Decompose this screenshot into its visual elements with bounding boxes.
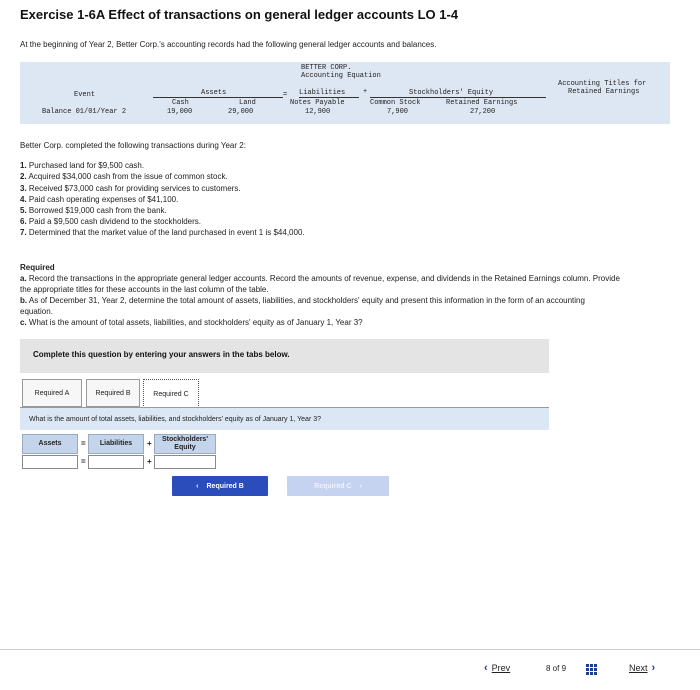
question-text: What is the amount of total assets, liabilities, and stockholders' equity as of January 1, Year 3? (20, 408, 549, 430)
plus-sign: + (147, 439, 152, 448)
transaction-item: 3. Received $73,000 cash for providing services to customers. (20, 183, 241, 193)
page-title: Exercise 1-6A Effect of transactions on general ledger accounts LO 1-4 (20, 7, 459, 22)
transaction-item: 2. Acquired $34,000 cash from the issue of common stock. (20, 172, 228, 182)
equals-sign: = (283, 91, 288, 99)
equals-sign-row: = (81, 457, 86, 466)
page-counter: 8 of 9 (546, 664, 567, 673)
equals-sign: = (81, 439, 86, 448)
table-subtitle: Accounting Equation (301, 72, 381, 80)
assets-header: Assets (201, 89, 227, 97)
transaction-list (20, 140, 305, 239)
tab-required-c[interactable]: Required C (143, 379, 199, 408)
grid-icon[interactable] (586, 664, 597, 675)
plus-sign-row: + (147, 457, 152, 466)
prev-link[interactable] (484, 662, 514, 674)
liabilities-header: Liabilities (299, 89, 346, 97)
next-link[interactable] (625, 662, 655, 674)
common-stock-balance: 7,900 (387, 108, 409, 116)
plus-sign: + (363, 88, 368, 96)
assets-input[interactable] (22, 455, 78, 469)
intro-text: At the beginning of Year 2, Better Corp.'s accounting records had the following general ledger accounts and balances. (20, 40, 437, 49)
tab-required-b[interactable]: Required B (86, 379, 140, 407)
liabilities-label: Liabilities (88, 434, 144, 454)
col-common-stock: Common Stock (370, 99, 421, 107)
chevron-right-icon: › (359, 482, 362, 490)
stockholders-equity-header: Stockholders' Equity (409, 89, 494, 97)
retained-earnings-balance: 27,200 (470, 108, 496, 116)
required-heading: Required (20, 263, 55, 272)
transaction-item: 5. Borrowed $19,000 cash from the bank. (20, 206, 167, 216)
chevron-left-icon: ‹ (196, 482, 199, 490)
transaction-item: 4. Paid cash operating expenses of $41,100. (20, 194, 179, 204)
land-balance: 29,000 (228, 108, 254, 116)
next-label: Next (629, 663, 648, 673)
required-a: a. Record the transactions in the appropriate general ledger accounts. Record the amounts of revenue, expense, and dividends in the Retained Earnings column. Provide the appropriate titles for these accounts in the last column of the table. (20, 274, 620, 294)
col-retained-earnings: Retained Earnings (446, 99, 518, 107)
answer-equation (22, 434, 216, 470)
col-cash: Cash (172, 99, 189, 107)
col-notes-payable: Notes Payable (290, 99, 345, 107)
transaction-item: 1. Purchased land for $9,500 cash. (20, 161, 145, 171)
company-name: BETTER CORP. (301, 64, 352, 72)
event-header: Event (74, 91, 96, 99)
stockholders-equity-label: Stockholders' Equity (154, 434, 216, 454)
footer-divider (0, 649, 700, 650)
required-b-button[interactable] (172, 476, 268, 496)
chevron-left-icon: ‹ (484, 662, 488, 674)
assets-label: Assets (22, 434, 78, 454)
next-button-label: Required C (314, 482, 352, 490)
instruction-box (20, 339, 549, 373)
prev-button-label: Required B (206, 482, 244, 490)
notes-balance: 12,900 (305, 108, 331, 116)
liabilities-input[interactable] (88, 455, 144, 469)
tab-required-a[interactable]: Required A (22, 379, 82, 407)
required-b: b. As of December 31, Year 2, determine the total amount of assets, liabilities, and stockholders' equity and present this information in the form of an accounting equation. (20, 296, 585, 316)
stockholders-equity-input[interactable] (154, 455, 216, 469)
titles-header-line1: Accounting Titles for (558, 80, 647, 88)
balance-row-label: Balance 01/01/Year 2 (42, 108, 127, 116)
col-land: Land (239, 99, 256, 107)
titles-header-line2: Retained Earnings (568, 88, 640, 96)
chevron-right-icon: › (651, 662, 656, 674)
instruction-text: Complete this question by entering your answers in the tabs below. (33, 350, 290, 359)
required-c-button[interactable] (287, 476, 389, 496)
transaction-item: 6. Paid a $9,500 cash dividend to the stockholders. (20, 217, 202, 227)
transaction-item: 7. Determined that the market value of the land purchased in event 1 is $44,000. (20, 228, 305, 238)
transactions-lead: Better Corp. completed the following transactions during Year 2: (20, 141, 246, 150)
required-section (20, 262, 620, 328)
required-c: c. What is the amount of total assets, liabilities, and stockholders' equity as of January 1, Year 3? (20, 318, 363, 327)
accounting-equation-table (20, 62, 670, 124)
cash-balance: 19,000 (167, 108, 193, 116)
prev-label: Prev (491, 663, 511, 673)
